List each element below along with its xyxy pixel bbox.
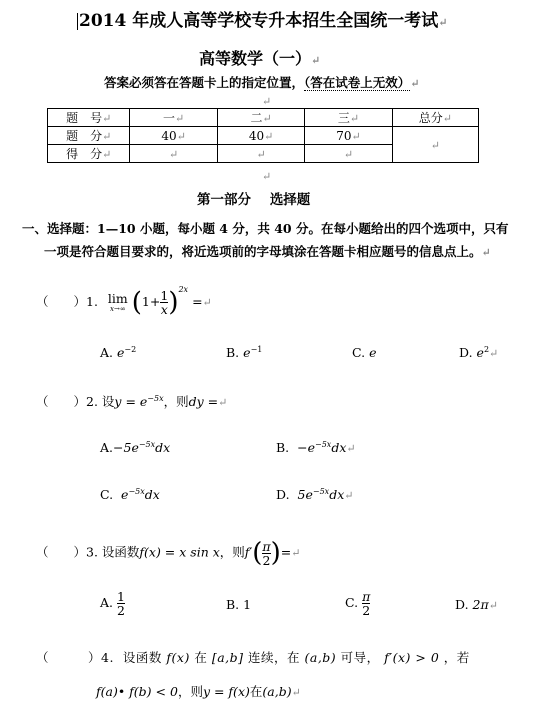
table-cell: 题 分↵ [48,127,130,145]
fraction: $\frac{1}{x}$ [160,288,169,317]
q1-option-b[interactable]: B. $e^{-1}$ [226,345,263,361]
table-cell: ↵ [130,145,217,163]
invalid-note: （答在试卷上无效） [304,75,411,90]
exam-title: 2014 年成人高等学校专升本招生全国统一考试↵ [79,11,448,31]
table-cell: ↵ [392,127,478,163]
q3-option-b[interactable]: B. 1 [226,597,252,612]
table-cell: 三↵ [305,109,392,127]
q1-option-a[interactable]: A. $e^{-2}$ [100,345,137,361]
table-row [48,109,479,127]
table-cell: 40↵ [130,127,217,145]
answer-note: 答案必须答在答题卡上的指定位置，（答在试卷上无效）↵ [104,75,420,90]
question-3: （ ）3. 设函数f(x) = x sin x，则f′( $\frac{\pi}{2}$ )=↵ [36,538,301,568]
q1-option-c[interactable]: C. e [352,345,377,360]
q3-option-c[interactable]: C. $\frac{\pi}{2}$ [345,589,371,618]
q2-option-a[interactable]: $A.-5e^{-5x}dx$ [100,440,171,456]
q3-option-d[interactable]: D. 2π↵ [455,597,498,612]
fraction: $\frac{\pi}{2}$ [262,538,271,568]
table-cell: ↵ [305,145,392,163]
table-cell: 题 号↵ [48,109,130,127]
q1-option-d[interactable]: D. $e^2↵$ [459,345,499,361]
paragraph-mark: ↵ [262,95,272,108]
table-cell: 40↵ [217,127,304,145]
limit: lim x→∞ [107,290,128,313]
text-cursor [77,13,78,30]
paragraph-mark: ↵ [262,170,272,183]
question-1: （ ）1. lim x→∞ (1+ $\frac{1}{x}$ )$^{2x}$ =↵ [36,285,212,318]
table-row [48,127,479,145]
table-cell: 总分↵ [392,109,478,127]
q2-option-d[interactable]: D. $5e^{-5x}dx↵$ [276,487,354,503]
question-2: （ ）2. 设$y = e^{-5x}$，则dy =↵ [36,393,228,409]
exam-subtitle: 高等数学（一）↵ [199,49,321,68]
table-cell: 一↵ [130,109,217,127]
table-cell: ↵ [217,145,304,163]
table-cell: 二↵ [217,109,304,127]
q2-option-b[interactable]: B. $-e^{-5x}dx↵$ [276,440,356,456]
question-4-line1: （ ）4. 设函数 f(x) 在 [a,b] 连续，在 (a,b) 可导， f′(x) > 0 ，若 [36,650,470,665]
score-table [47,108,479,163]
question-4-line2: f(a)• f(b) < 0，则y = f(x)在(a,b)↵ [96,684,301,699]
table-cell: 70↵ [305,127,392,145]
q3-option-a[interactable]: A. $\frac{1}{2}$ [100,589,125,618]
section-intro-line1: 一、选择题：1—10 小题，每小题 4 分，共 40 分。在每小题给出的四个选项中，只有 [22,221,509,236]
table-cell: 得 分↵ [48,145,130,163]
part-heading: 第一部分 选择题 [197,192,311,208]
q2-option-c[interactable]: C. $e^{-5x}dx$ [100,487,160,503]
section-intro-line2: 一项是符合题目要求的，将近选项前的字母填涂在答题卡相应题号的信息点上。↵ [44,244,491,259]
